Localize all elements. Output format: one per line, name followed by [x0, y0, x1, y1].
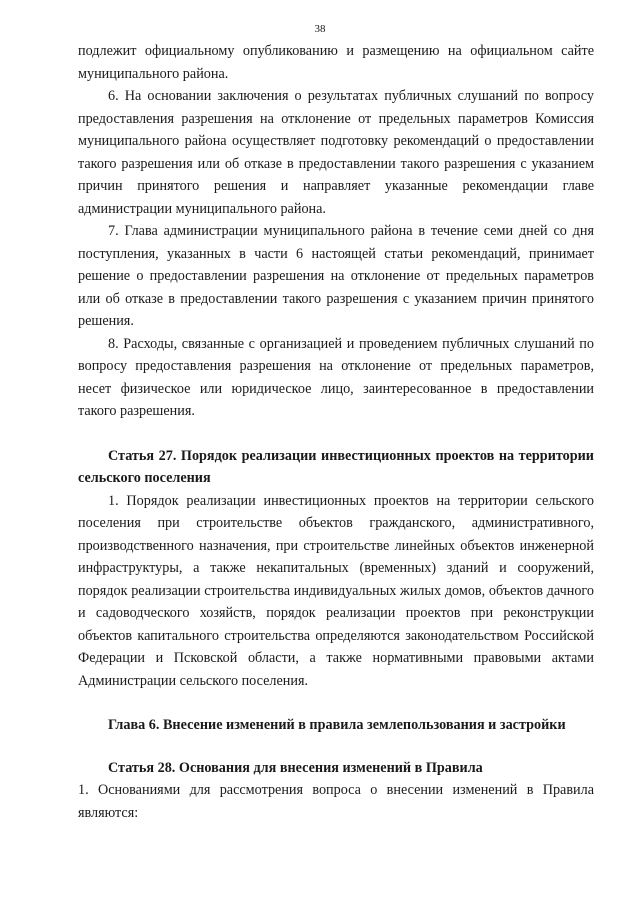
- chapter-6-heading: Глава 6. Внесение изменений в правила землепользования и застройки: [108, 717, 566, 733]
- page-number: 38: [314, 23, 326, 35]
- page-content: [78, 40, 594, 824]
- article-27-heading: Статья 27. Порядок реализации инвестиционных проектов на территории сельского поселения: [78, 447, 594, 486]
- paragraph-continuation: подлежит официальному опубликованию и размещению на официальном сайте муниципального района.: [78, 43, 594, 82]
- article-28-heading: Статья 28. Основания для внесения изменений в Правила: [108, 759, 483, 776]
- paragraph-item-6: 6. На основании заключения о результатах публичных слушаний по вопросу предоставления разрешения на отклонение от предельных параметров Комиссия муниципального района осуществляет подготовку рекомендаций о предоставлении такого разрешения или об отказе в предоставлении такого разрешения с указанием причин принятого решения и направляет указанные рекомендации главе администрации муниципального района.: [78, 88, 594, 217]
- article-27-paragraph-1: 1. Порядок реализации инвестиционных проектов на территории сельского поселения при строительстве объектов гражданского, административного, производственного назначения, при строительстве линейных объектов инженерной инфраструктуры, а также некапитальных (временных) зданий и сооружений, порядок реализации строительства индивидуальных жилых домов, объектов дачного и садоводческого хозяйств, порядок реализации проектов при реконструкции объектов капитального строительства определяются законодательством Российской Федерации и Псковской области, а также нормативными правовыми актами Администрации сельского поселения.: [78, 492, 594, 689]
- spacer: [78, 737, 594, 757]
- spacer: [78, 692, 594, 714]
- article-28-paragraph-1: 1. Основаниями для рассмотрения вопроса о внесении изменений в Правила являются:: [78, 782, 594, 821]
- spacer: [78, 423, 594, 445]
- paragraph-item-7: 7. Глава администрации муниципального района в течение семи дней со дня поступления, указанных в части 6 настоящей статьи рекомендаций, принимает решение о предоставлении разрешения на отклонение от предельных параметров или об отказе в предоставлении такого разрешения с указанием причин принятого решения.: [78, 223, 594, 329]
- paragraph-item-8: 8. Расходы, связанные с организацией и проведением публичных слушаний по вопросу предоставления разрешения на отклонение от предельных параметров, несет физическое или юридическое лицо, заинтересованное в предоставлении такого разрешения.: [78, 335, 594, 419]
